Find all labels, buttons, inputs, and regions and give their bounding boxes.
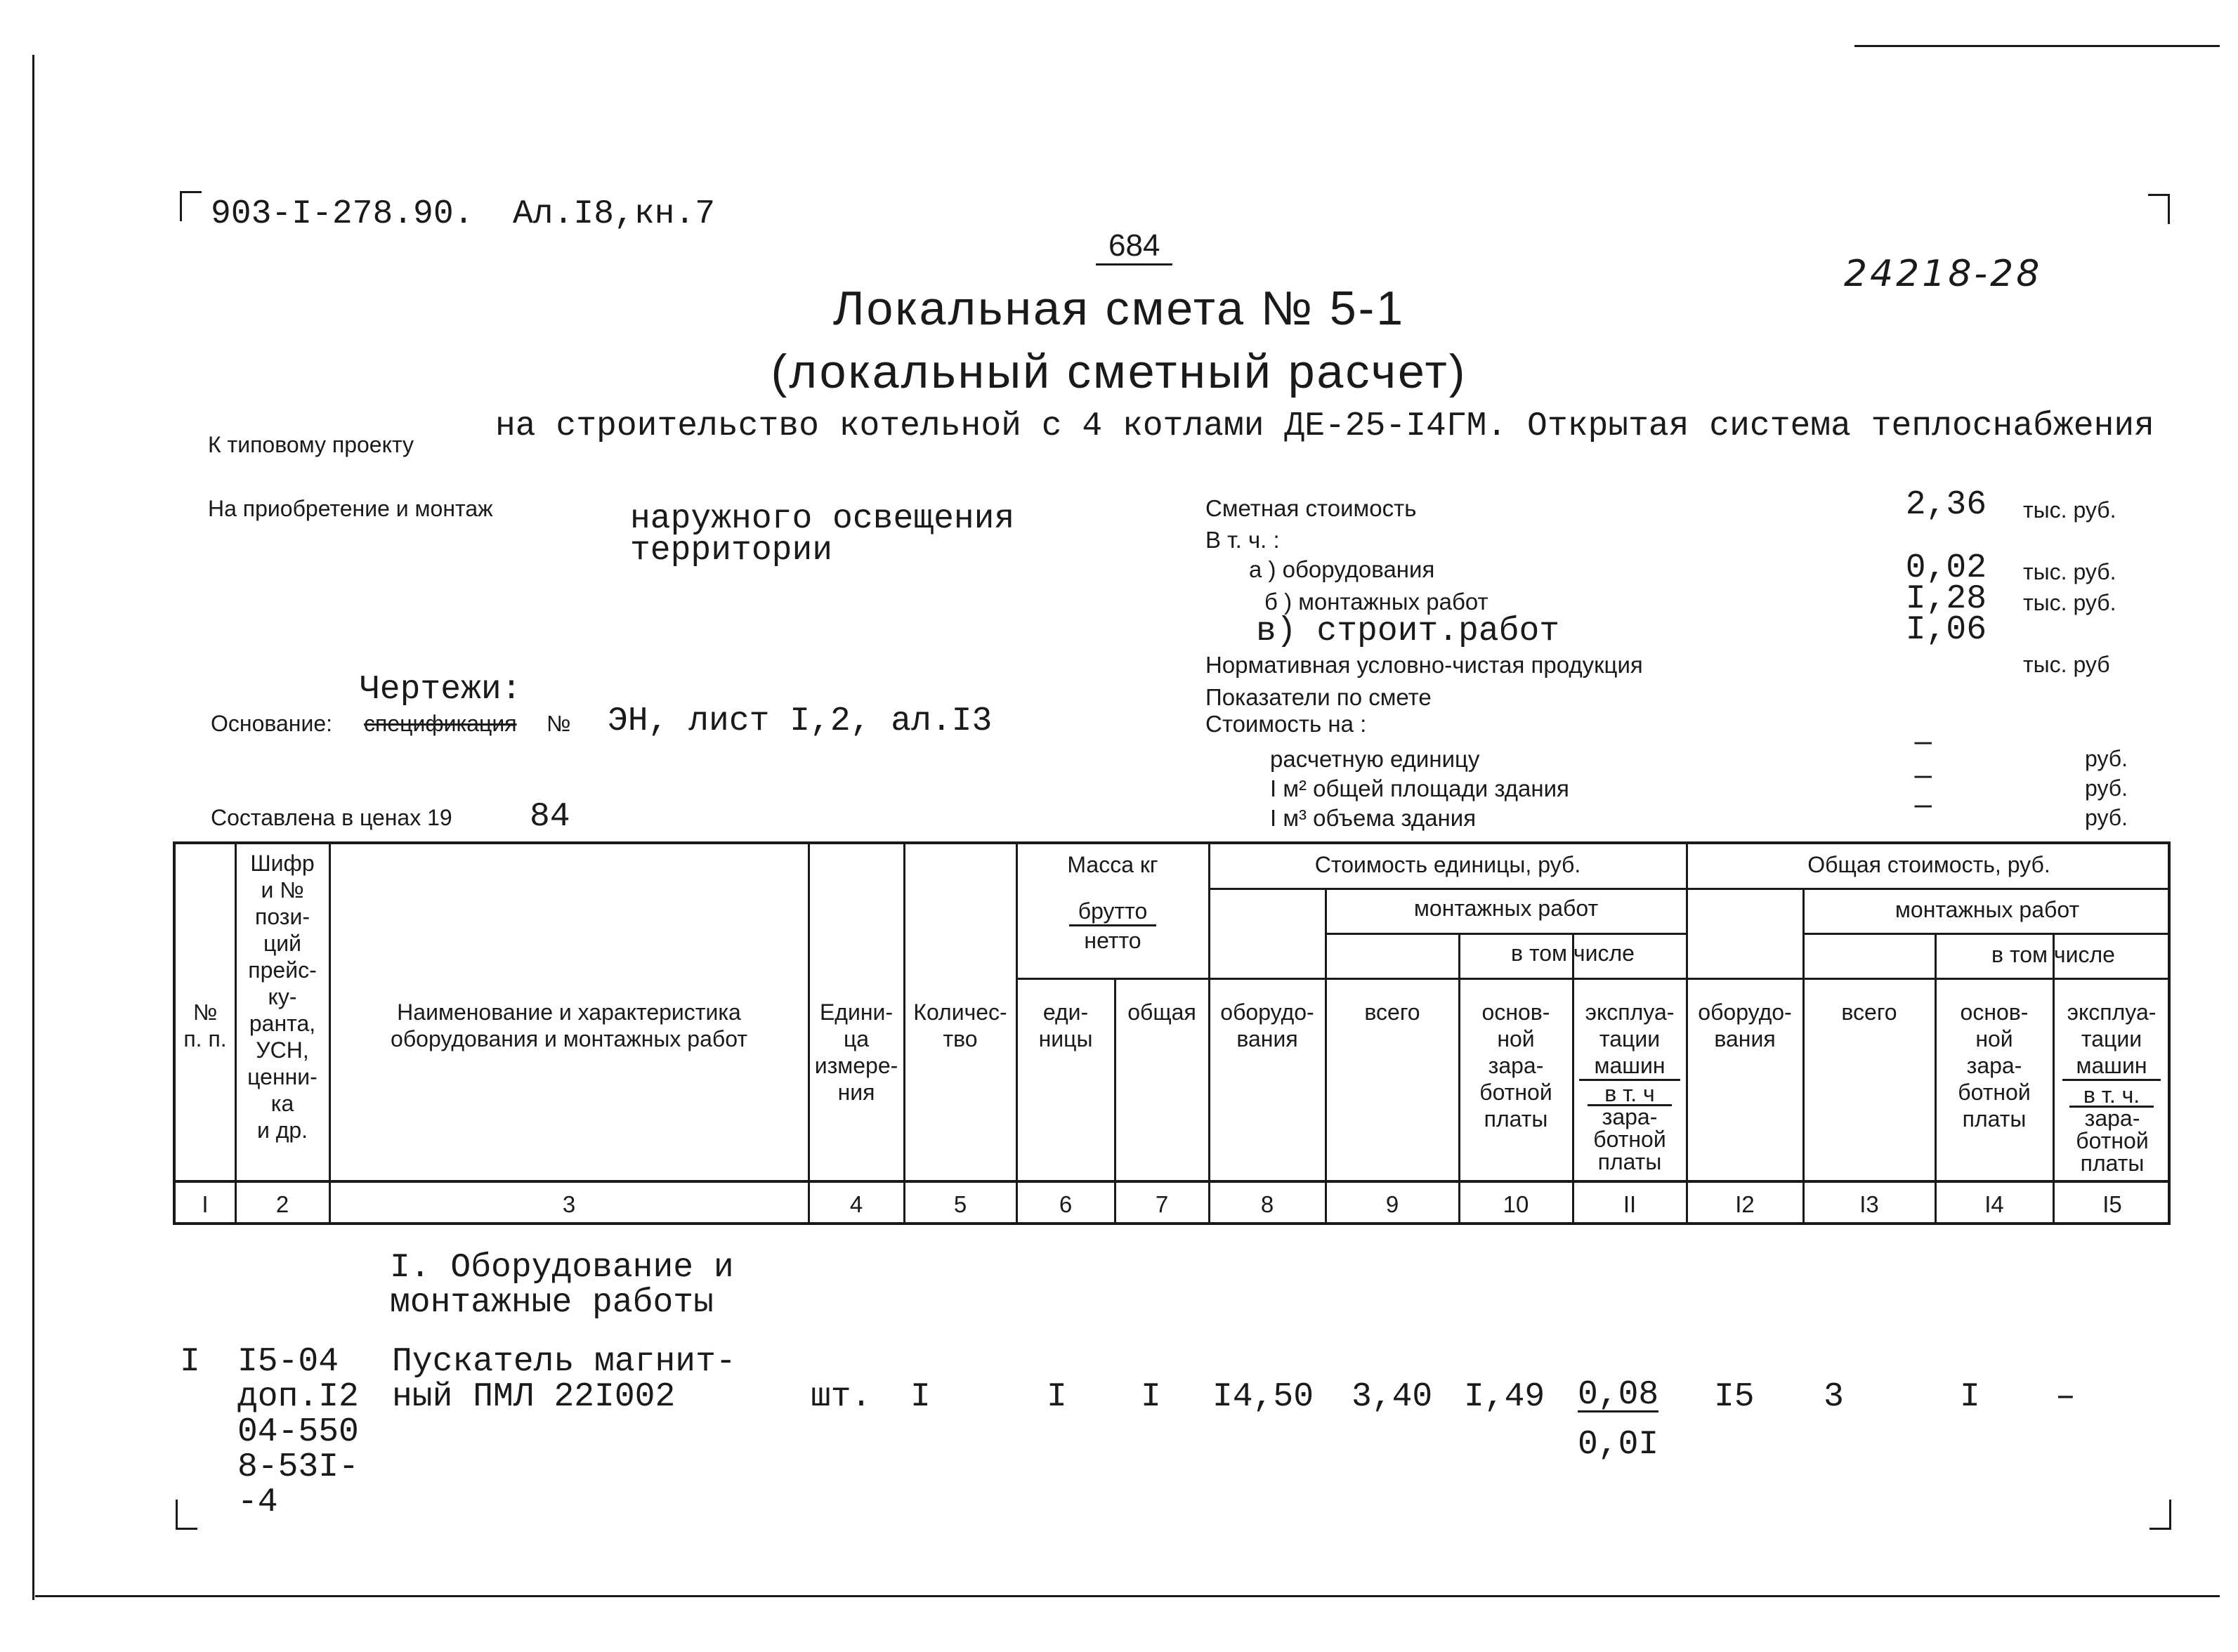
- basis-number-sign: №: [547, 711, 571, 736]
- corner-mark-top-right: [2148, 194, 2170, 224]
- per-m3-unit: руб.: [2085, 805, 2128, 830]
- col-header-unit-machines: эксплуа- тации машин: [1579, 999, 1680, 1081]
- estimated-cost-label: Сметная стоимость: [1205, 495, 1417, 521]
- top-border-line: [1854, 45, 2220, 47]
- per-m3-dash: –: [1914, 787, 1932, 821]
- header-brutto: брутто: [1069, 898, 1156, 926]
- header-total-install: монтажных работ: [1895, 897, 2080, 922]
- project-label: К типовому проекту: [208, 432, 414, 457]
- corner-mark-bottom-left: [176, 1500, 197, 1530]
- header-total-incl: в том числе: [1991, 942, 2115, 967]
- col-header-total-machines: эксплуа- тации машин: [2062, 999, 2161, 1081]
- col-header-unit-main-wage: основ- ной зара- ботной платы: [1479, 999, 1552, 1132]
- col-number-12: I2: [1735, 1191, 1755, 1217]
- album-reference: Ал.I8,кн.7: [513, 195, 716, 233]
- row1-main-wage-total: I: [1960, 1378, 1980, 1416]
- col-header-unit-equipment: оборудо- вания: [1220, 999, 1314, 1051]
- col-number-13: I3: [1859, 1191, 1879, 1217]
- row1-mass-total: I: [1141, 1378, 1161, 1416]
- col-number-9: 9: [1385, 1191, 1399, 1217]
- installation-value: I,28: [1905, 580, 1987, 618]
- compiled-label: Составлена в ценах 19: [211, 805, 452, 830]
- col-header-unit-machines-incl: в т. ч: [1588, 1083, 1672, 1106]
- estimated-cost-value: 2,36: [1905, 486, 1987, 524]
- row1-main-wage-unit: I,49: [1464, 1378, 1545, 1416]
- corner-mark-bottom-right: [2149, 1500, 2171, 1530]
- basis-handwritten: Чертежи:: [360, 671, 522, 709]
- compiled-year: 84: [530, 798, 570, 836]
- col-number-6: 6: [1059, 1191, 1073, 1217]
- indicators-label: Показатели по смете: [1205, 684, 1432, 710]
- equipment-unit: тыс. руб.: [2023, 559, 2116, 584]
- installation-label: б ) монтажных работ: [1264, 589, 1488, 615]
- col-header-unit-machines-wage: зара- ботной платы: [1593, 1104, 1666, 1174]
- col-header-unit-install-all: всего: [1364, 999, 1420, 1025]
- col-header-unit: Едини- ца измере- ния: [814, 999, 898, 1105]
- col-header-name: Наименование и характеристика оборудования и монтажных работ: [391, 999, 747, 1051]
- col-number-4: 4: [849, 1191, 863, 1217]
- construction-label: в) строит.работ: [1256, 612, 1560, 650]
- per-m3-label: I м³ объема здания: [1270, 805, 1477, 831]
- corner-mark-top-left: [180, 191, 202, 221]
- row1-number: I: [180, 1343, 200, 1381]
- col-number-7: 7: [1155, 1191, 1169, 1217]
- cost-on-label: Стоимость на :: [1205, 711, 1367, 737]
- installation-unit: тыс. руб.: [2023, 590, 2116, 615]
- row1-machines-total: –: [2055, 1378, 2076, 1416]
- per-unit-dash: –: [1914, 723, 1932, 758]
- basis-value: ЭН, лист I,2, ал.I3: [608, 702, 993, 740]
- col-header-mass-total: общая: [1127, 999, 1196, 1025]
- header-mass: Масса кг: [1067, 852, 1158, 877]
- document-code: 903-I-278.90.: [211, 195, 474, 233]
- bottom-border-line: [35, 1595, 2220, 1597]
- normative-label: Нормативная условно-чистая продукция: [1205, 652, 1643, 678]
- col-number-1: I: [202, 1191, 209, 1217]
- per-m2-unit: руб.: [2085, 775, 2128, 801]
- col-header-total-machines-wage: зара- ботной платы: [2076, 1106, 2149, 1176]
- header-unit-cost: Стоимость единицы, руб.: [1314, 852, 1581, 877]
- page-number: 684: [1096, 228, 1172, 266]
- col-number-2: 2: [275, 1191, 289, 1217]
- col-header-number: № п. п.: [183, 999, 227, 1051]
- row1-machines-wage-unit: 0,0I: [1578, 1426, 1659, 1464]
- col-number-14: I4: [1984, 1191, 2004, 1217]
- equipment-value: 0,02: [1905, 549, 1987, 587]
- row1-mass-unit: I: [1047, 1378, 1067, 1416]
- normative-unit: тыс. руб: [2023, 652, 2110, 677]
- estimated-cost-unit: тыс. руб.: [2023, 497, 2116, 523]
- header-unit-install: монтажных работ: [1413, 896, 1599, 921]
- construction-value: I,06: [1905, 611, 1987, 649]
- col-header-total-install-all: всего: [1841, 999, 1897, 1025]
- registration-number: 24218-28: [1844, 253, 2043, 295]
- per-m2-label: I м² общей площади здания: [1270, 775, 1569, 801]
- col-header-code: Шифр и № пози- ций прейс- ку- ранта, УСН, ценни- ка и др.: [247, 851, 318, 1143]
- purchase-label: На приобретение и монтаж: [208, 496, 493, 521]
- row1-quantity: I: [910, 1378, 931, 1416]
- col-header-mass-unit: еди- ницы: [1038, 999, 1093, 1051]
- col-header-total-machines-incl: в т. ч.: [2069, 1084, 2154, 1108]
- estimate-subtitle: (локальный сметный расчет): [771, 345, 1467, 398]
- row1-code: I5-04 доп.I2 04-550 8-53I- -4: [237, 1343, 359, 1521]
- col-number-10: 10: [1503, 1191, 1529, 1217]
- row1-machines-unit: 0,08: [1578, 1376, 1659, 1414]
- header-unit-incl: в том числе: [1511, 940, 1635, 966]
- row1-equipment-total: I5: [1714, 1378, 1755, 1416]
- col-number-8: 8: [1260, 1191, 1274, 1217]
- header-netto: нетто: [1084, 928, 1141, 953]
- col-number-5: 5: [953, 1191, 967, 1217]
- basis-crossed-word: спецификация: [364, 711, 517, 736]
- incl-label: В т. ч. :: [1205, 527, 1280, 553]
- purchase-value-line2: территории: [630, 532, 833, 570]
- section-title: I. Оборудование и монтажные работы: [390, 1249, 734, 1322]
- purchase-value-line1: наружного освещения: [630, 500, 1015, 538]
- estimate-title: Локальная смета № 5-1: [832, 282, 1406, 335]
- row1-unit: шт.: [811, 1378, 872, 1416]
- col-number-11: II: [1623, 1191, 1637, 1217]
- row1-install-total: 3: [1824, 1378, 1844, 1416]
- header-total-cost: Общая стоимость, руб.: [1807, 852, 2050, 877]
- col-header-total-main-wage: основ- ной зара- ботной платы: [1958, 999, 2031, 1132]
- col-header-quantity: Количес- тво: [913, 999, 1007, 1051]
- per-m2-dash: –: [1914, 757, 1932, 792]
- equipment-label: а ) оборудования: [1249, 556, 1435, 582]
- estimate-table-header: [173, 841, 2171, 1225]
- col-header-total-equipment: оборудо- вания: [1698, 999, 1792, 1051]
- row1-name: Пускатель магнит- ный ПМЛ 22I002: [392, 1343, 736, 1416]
- per-unit-label: расчетную единицу: [1270, 746, 1480, 772]
- row1-install-unit-all: 3,40: [1352, 1378, 1433, 1416]
- row1-equipment-unit-cost: I4,50: [1212, 1378, 1314, 1416]
- col-number-3: 3: [562, 1191, 576, 1217]
- project-value: на строительство котельной с 4 котлами ДЕ-25-I4ГМ. Открытая система теплоснабжения: [495, 407, 2154, 445]
- per-unit-unit: руб.: [2085, 746, 2128, 771]
- col-number-15: I5: [2102, 1191, 2122, 1217]
- basis-label: Основание:: [211, 711, 333, 736]
